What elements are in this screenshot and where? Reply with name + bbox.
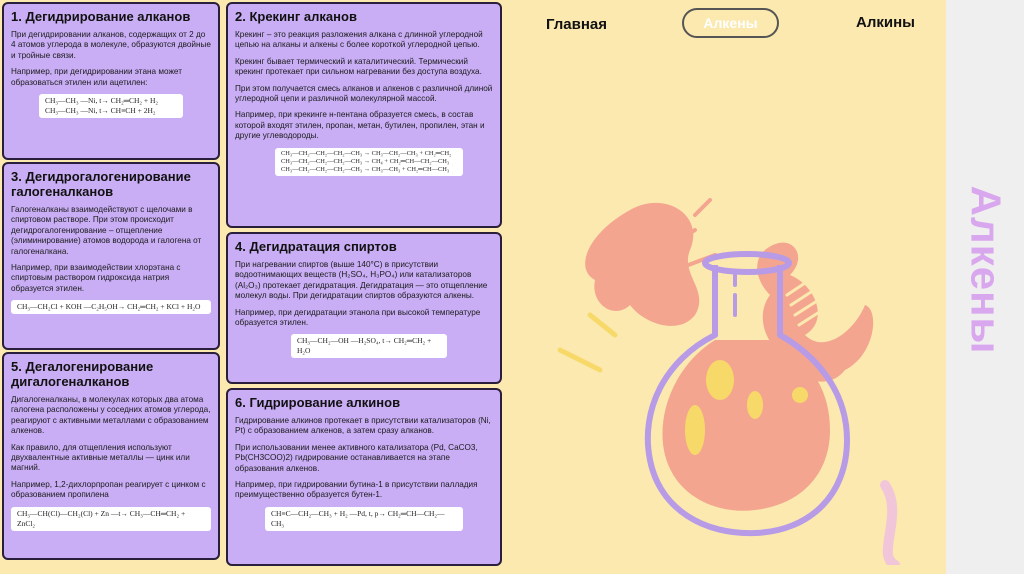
flask-illustration (555, 195, 915, 565)
yellow-sparks (560, 315, 615, 370)
card-text: Как правило, для отщепления используют двухвалентные активные металлы — цинк или магний. (11, 442, 190, 473)
card-text: Например, при гидрировании бутина-1 в присутствии палладия преимущественно образуется бутен-1. (235, 480, 478, 500)
card-text: Гидрирование алкинов протекает в присутствии катализаторов (Ni, Pt) с образованием алкенов, а затем сразу алканов. (235, 416, 491, 436)
card-text: Например, 1,2-дихлорпропан реагирует с цинком с образованием пропилена (11, 479, 206, 500)
card-dehalogenation (2, 352, 220, 560)
card-cracking-alkanes (226, 2, 502, 228)
reaction-equation (11, 507, 211, 531)
card-text: При нагревании спиртов (выше 140°C) в присутствии водоотнимающих веществ (H₂SO₄, H₃PO₄) или катализаторов (Al₂O₃) протекает дегидратация. Дегидратация — это отщепление молекул воды. При дегидратации спиртов образуются алкены. (235, 260, 488, 301)
card-dehydrohalogenation (2, 162, 220, 350)
equation-line: CH₃—CH₃ —Ni, t→ CH≡CH + 2H₂ (45, 106, 156, 116)
reaction-equation (265, 507, 463, 531)
card-title: 1. Дегидрирование алканов (11, 9, 191, 24)
card-title: 2. Крекинг алканов (235, 9, 357, 24)
card-text: Например, при дегидрировании этана может образоваться этилен или ацетилен: (11, 67, 182, 87)
pink-curve-decoration (885, 485, 895, 565)
pink-blob-shape (585, 203, 699, 326)
reaction-equation (291, 334, 447, 358)
card-text: Например, при дегидратации этанола при высокой температуре образуется этилен. (235, 307, 481, 328)
card-text: Дигалогеналканы, в молекулах которых два атома галогена расположены у соседних атомов углерода, реагируют с активными металлами с образованием алкенов. (11, 395, 211, 436)
card-text: Например, при взаимодействии хлорэтана с спиртовым раствором гидроксида натрия образуется этилен. (11, 263, 181, 293)
reaction-equation (11, 300, 211, 314)
nav-alkenes-button[interactable]: Алкены (682, 8, 779, 38)
card-text: При этом получается смесь алканов и алкенов с различной длиной углеродной цепи и различной молекулярной массой. (235, 83, 493, 104)
nav-home-link[interactable]: Главная (546, 16, 608, 33)
equation-line: CH₃—CH₂Cl + KOH —C₂H₅OH→ CH₂═CH₂ + KCl + H₂O (17, 302, 201, 312)
vertical-title (930, 170, 1024, 370)
equation-line: CH₃—CH₂—CH₂—CH₂—CH₃ → CH₃—CH₂—CH₃ + CH₂═CH₂ (281, 149, 452, 157)
card-dehydrogenation-alkanes (2, 2, 220, 160)
equation-line: CH₃—CH₂—OH —H₂SO₄, t→ CH₂═CH₂ + H₂O (297, 336, 432, 356)
card-title: 4. Дегидратация спиртов (235, 239, 397, 254)
card-dehydration-alcohols (226, 232, 502, 384)
card-title: 3. Дегидрогалогенирование галогеналканов (11, 169, 191, 199)
nav-alkynes-link[interactable]: Алкины (856, 14, 915, 31)
equation-line: CH₃—CH(Cl)—CH₂(Cl) + Zn —t→ CH₃—CH═CH₂ + ZnCl₂ (17, 508, 186, 528)
vertical-title-text: Алкены (962, 185, 1010, 355)
card-text: При использовании менее активного катализатора (Pd, CaCO3, Pb(CH3COO)2) гидрирование останавливается на этапе образования алкенов. (235, 442, 478, 473)
card-text: Галогеналканы взаимодействуют с щелочами в спиртовом растворе. При этом происходит дегидрогалогенирование – отщепление (элиминирование) атомов водорода и галогена от галогеналкана. (11, 205, 202, 256)
equation-line: CH₃—CH₃ —Ni, t→ CH₂═CH₂ + H₂ (45, 96, 159, 106)
card-text: Например, при крекинге н-пентана образуется смесь, в состав которой входят этилен, пропан, метан, бутилен, пропилен, этан и другие углеводороды. (235, 110, 485, 141)
card-title: 5. Дегалогенирование дигалогеналканов (11, 359, 154, 389)
card-text: При дегидрировании алканов, содержащих от 2 до 4 атомов углерода в молекуле, образуются двойные и тройные связи. (11, 30, 211, 60)
card-title: 6. Гидрирование алкинов (235, 395, 401, 410)
card-hydrogenation-alkynes (226, 388, 502, 566)
card-text: Крекинг бывает термический и каталитический. Термический крекинг протекает при сильном нагревании без доступа воздуха. (235, 56, 482, 77)
reaction-equation (39, 94, 183, 118)
card-text: Крекинг – это реакция разложения алкана с длинной углеродной цепью на алканы и алкены с более короткой углеродной цепью. (235, 30, 483, 50)
reaction-equation (275, 148, 463, 176)
equation-line: CH₃—CH₂—CH₂—CH₂—CH₃ → CH₃—CH₃ + CH₂═CH—CH₃ (281, 165, 450, 173)
equation-line: CH₃—CH₂—CH₂—CH₂—CH₃ → CH₄ + CH₂═CH—CH₂—CH₃ (281, 157, 450, 165)
equation-line: CH≡C—CH₂—CH₃ + H₂ —Pd, t, p→ CH₂═CH—CH₂—CH₃ (271, 508, 445, 528)
